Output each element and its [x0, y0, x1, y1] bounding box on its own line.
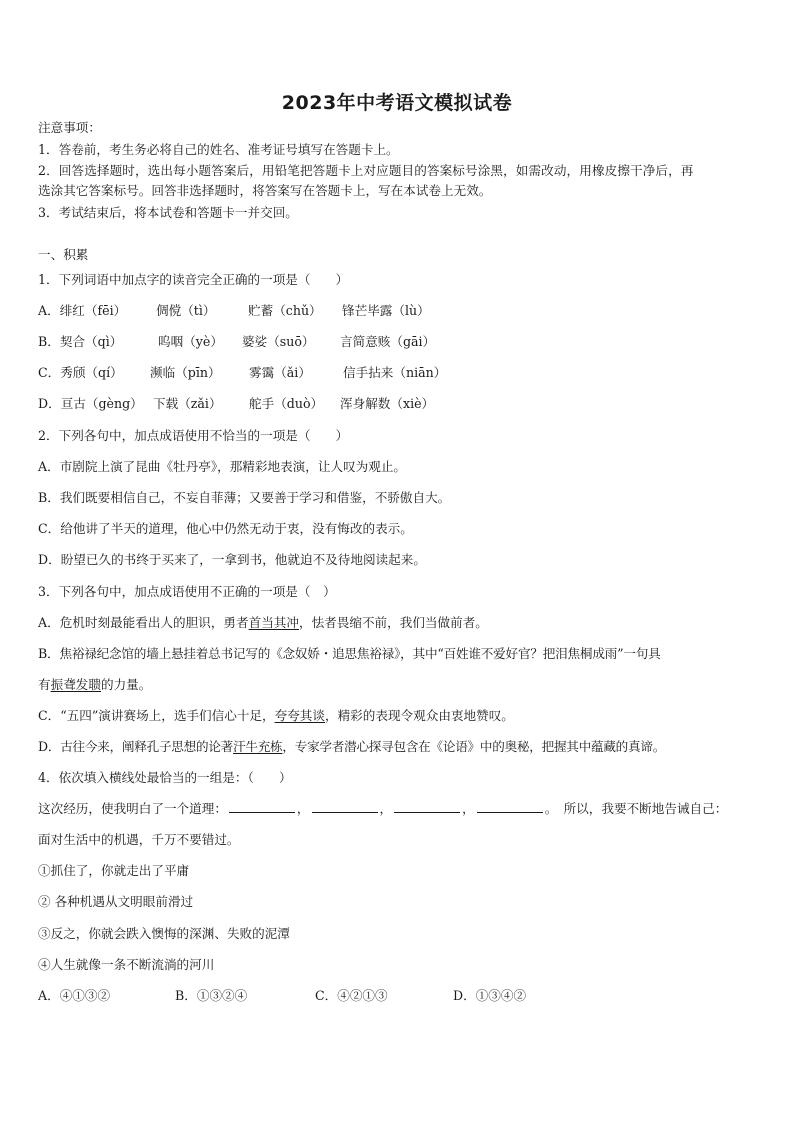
q1-option-a-word: 倜傥（tì）	[156, 303, 216, 318]
q1-option-c-word: 信手拈来（niān）	[343, 365, 447, 380]
option-text: C．“五四”演讲赛场上，选手们信心十足，	[38, 708, 275, 723]
option-text: D．古往今来，阐释孔子思想的论著	[38, 739, 234, 754]
q1-option-c-word: 雾霭（ǎi）	[249, 365, 311, 380]
q3-option-b-line2	[38, 677, 151, 693]
q4-passage-line1	[38, 801, 727, 817]
passage-text: 这次经历，使我明白了一个道理：	[38, 801, 227, 816]
q2-option-d: D．盼望已久的书终于买来了，一拿到书，他就迫不及待地阅读起来。	[38, 552, 426, 567]
notice-item: 3．考试结束后，将本试卷和答题卡一并交回。	[38, 205, 298, 220]
answer-blank	[394, 801, 460, 813]
q1-option-a-word: 贮蓄（chǔ）	[248, 303, 322, 318]
option-text: ，专家学者潜心探寻包含在《论语》中的奥秘，把握其中蕴藏的真谛。	[282, 739, 666, 754]
q3-option-d	[38, 739, 665, 755]
q1-option-c-word: 濒临（pīn）	[150, 365, 221, 380]
q1-option-d-word: 舵手（duò）	[249, 396, 324, 411]
option-text: ，精彩的表现令观众由衷地赞叹。	[324, 708, 514, 723]
q1-option-a: A．绯红（fēi）	[38, 303, 127, 318]
notice-item: 1．答卷前，考生务必将自己的姓名、准考证号填写在答题卡上。	[38, 142, 399, 157]
separator: ，	[462, 801, 475, 816]
notice-heading: 注意事项：	[38, 120, 101, 135]
notice-item: 2．回答选择题时，选出每小题答案后，用铅笔把答题卡上对应题目的答案标号涂黑，如需改动，用橡皮擦干净后，再	[38, 163, 694, 178]
separator: ，	[296, 801, 310, 816]
q2-option-c: C．给他讲了半天的道理，他心中仍然无动于衷，没有悔改的表示。	[38, 521, 413, 536]
q3-option-b-line1: B．焦裕禄纪念馆的墙上悬挂着总书记写的《念奴娇・追思焦裕禄》，其中“百姓谁不爱好官？把泪焦桐成雨”一句具	[38, 646, 661, 661]
underlined-idiom: 汗牛充栋	[233, 739, 283, 754]
q4-item-2: ② 各种机遇从文明眼前滑过	[38, 894, 194, 909]
q1-option-b-word: 婆娑（suō）	[242, 334, 315, 349]
underlined-idiom: 振聋发聩	[50, 677, 101, 692]
q3-option-a	[38, 615, 488, 631]
q4-item-1: ①抓住了，你就走出了平庸	[38, 863, 190, 878]
page-title: 2023年中考语文模拟试卷	[281, 92, 513, 114]
underlined-idiom: 首当其冲	[248, 615, 299, 630]
q4-option-c: C．④②①③	[315, 988, 388, 1003]
question-1-stem: 1．下列词语中加点字的读音完全正确的一项是（ ）	[38, 272, 349, 287]
q1-option-b: B．契合（qì）	[38, 334, 123, 349]
option-text: A．危机时刻最能看出人的胆识，勇者	[38, 615, 249, 630]
notice-item: 选涂其它答案标号。回答非选择题时，将答案写在答题卡上，写在本试卷上无效。	[38, 183, 492, 198]
q2-option-b: B．我们既要相信自己，不妄自菲薄；又要善于学习和借鉴，不骄傲自大。	[38, 490, 451, 505]
q1-option-d: D．亘古（gèng）	[38, 396, 143, 411]
q4-option-b: B．①③②④	[175, 988, 248, 1003]
question-4-stem: 4．依次填入横线处最恰当的一组是：（ ）	[38, 770, 292, 785]
q2-option-a: A．市剧院上演了昆曲《牡丹亭》，那精彩地表演，让人叹为观止。	[38, 459, 407, 474]
q1-option-b-word: 言简意赅（gāi）	[340, 334, 436, 349]
q4-option-a: A．④①③②	[38, 988, 111, 1003]
option-text: ，怯者畏缩不前，我们当做前者。	[298, 615, 488, 630]
answer-blank	[229, 801, 295, 813]
q4-item-3: ③反之，你就会跌入懊悔的深渊、失败的泥潭	[38, 926, 290, 941]
q1-option-d-word: 浑身解数（xiè）	[340, 396, 435, 411]
option-text: 的力量。	[100, 677, 152, 692]
q3-option-c	[38, 708, 514, 724]
underlined-idiom: 夸夸其谈	[274, 708, 325, 723]
q1-option-b-word: 呜咽（yè）	[158, 334, 223, 349]
answer-blank	[312, 801, 378, 813]
question-3-stem: 3．下列各句中，加点成语使用不正确的一项是（ ）	[38, 584, 336, 599]
q4-passage-line2: 面对生活中的机遇，千万不要错过。	[38, 832, 240, 847]
q1-option-a-word: 锋芒毕露（lù）	[342, 303, 430, 318]
answer-blank	[477, 801, 543, 813]
question-2-stem: 2．下列各句中，加点成语使用不恰当的一项是（ ）	[38, 428, 349, 443]
q4-option-d: D．①③④②	[453, 988, 527, 1003]
separator: ，	[379, 801, 393, 816]
passage-text: 。 所以，我要不断地告诫自己：	[544, 801, 728, 816]
q1-option-d-word: 下载（zǎi）	[153, 396, 222, 411]
q4-item-4: ④人生就像一条不断流淌的河川	[38, 957, 215, 972]
section-heading: 一、积累	[38, 247, 89, 262]
option-text: 有	[38, 677, 51, 692]
q1-option-c: C．秀颀（qí）	[38, 365, 123, 380]
